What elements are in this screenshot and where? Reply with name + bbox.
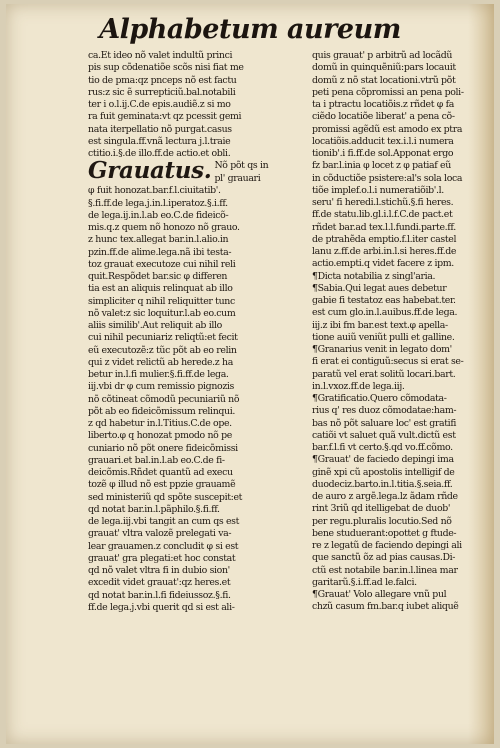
text-line: z qd habetur in.l.Titius.C.de ope. xyxy=(88,418,232,429)
text-line: fi erat ei contiguũ:secus si erat se- xyxy=(312,356,464,368)
text-line: bene studuerant:opottet g ftude- xyxy=(312,527,457,539)
text-line: que sanctũ õz ad pias causas.Di- xyxy=(312,552,456,564)
text-line: tione auiũ veniũt pulli et galline. xyxy=(312,331,455,343)
text-line: simpliciter q nihil reliquitter tunc xyxy=(88,295,235,307)
text-line: ca.Et ideo nõ valet indultũ princi xyxy=(88,50,233,61)
text-line: bas nõ põt saluare loc' est gratifi xyxy=(312,417,457,429)
text-line: rñdet bar.ad tex.l.l.fundi.parte.ff. xyxy=(312,221,456,233)
text-line: lanu z.ff.de arbi.in.l.si heres.ff.de xyxy=(312,246,457,257)
text-line: iij.z ibi fm bar.est text.φ apella- xyxy=(312,319,448,331)
text-line: catiõi vt saluet quã vult.dictũ est xyxy=(312,429,456,441)
text-line: actio.empti.q videt facere z ipm. xyxy=(312,258,454,270)
text-line: tozẽ φ illud nõ est ppzie grauamẽ xyxy=(88,479,236,491)
text-line: bar.f.l.fi vt certo.§.qd vo.ff.cõmo. xyxy=(312,442,453,453)
text-line: iij.vbi dr φ cum remissio pignozis xyxy=(88,381,235,393)
page-leaf xyxy=(6,4,494,744)
text-line: betur in.l.fi mulier.§.fi.ff.de lega. xyxy=(88,369,229,380)
text-line: rint 3riũ qd itelligebat de duob' xyxy=(312,503,451,515)
text-line: paratũ vel erat solitũ locari.bart. xyxy=(312,368,456,380)
text-line: deicõmis.Rñdet quantũ ad execu xyxy=(88,467,233,478)
lead-side-line: Nõ põt qs in xyxy=(214,160,269,172)
text-line: ctũ est notabile bar.in.l.linea mar xyxy=(312,564,458,576)
text-line: grauat' gra plegati:et hoc constat xyxy=(88,552,236,564)
text-line: ginẽ xpi cũ apostolis intelligif de xyxy=(312,466,455,478)
text-line: nõ cõtineat cõmodũ pecuniariũ nõ xyxy=(88,393,240,405)
text-line: in cõductiõe psistere:al's sola loca xyxy=(312,172,463,184)
lead-side-line: pl' grauari xyxy=(214,172,261,184)
text-line: qd nõ valet vltra fi in dubio sion' xyxy=(88,565,230,576)
text-line: ff.de statu.lib.gl.i.l.f.C.de pact.et xyxy=(312,209,453,221)
text-line: qui z videt relictũ ab herede.z ha xyxy=(88,356,233,368)
text-line: ¶Gratificatio.Quero cõmodata- xyxy=(312,393,447,404)
text-line: promissi agẽdũ est amodo ex ptra xyxy=(312,123,463,135)
text-line: ter i o.l.ij.C.de epis.audiẽ.z si mo xyxy=(88,99,231,110)
text-line: gabie fi testatoz eas habebat.ter. xyxy=(312,295,456,306)
text-line: sed ministeriũ qd spõte suscepit:et xyxy=(88,491,243,503)
text-line: est cum glo.in.l.auibus.ff.de lega. xyxy=(312,307,458,319)
text-line: excedit videt grauat':qz heres.et xyxy=(88,577,231,589)
left-column-lines-after xyxy=(88,185,288,614)
text-line: fz bar.l.inia φ locet z φ patiaf eũ xyxy=(312,160,451,172)
text-line: §.fi.ff.de lega.j.in.l.iperatoz.§.i.ff. xyxy=(88,197,228,209)
text-line: φ fuit honozat.bar.f.l.ciuitatib'. xyxy=(88,185,221,197)
text-line: qd notat bar.in.l.pãphilo.§.fi.ff. xyxy=(88,503,220,515)
text-line: de auro z argẽ.lega.lz ãdam rñde xyxy=(312,491,458,502)
text-line: qd notat bar.in.l.fi fideiussoz.§.fi. xyxy=(88,589,231,601)
left-column xyxy=(88,50,288,614)
text-line: grauat' vltra valozẽ prelegati va- xyxy=(88,528,232,540)
text-line: tio de pma:qz pnceps nõ est factu xyxy=(88,74,237,86)
text-line: ¶Grauat' de faciedo depingi ima xyxy=(312,454,454,466)
text-line: de lega.ij.in.l.ab eo.C.de fideicõ- xyxy=(88,209,229,221)
text-line: ¶Dicta notabilia z singl'aria. xyxy=(312,270,436,282)
text-line: liberto.φ q honozat pmodo nõ pe xyxy=(88,430,232,442)
lead-side-text xyxy=(214,160,268,185)
text-line: ¶Sabia.Qui legat aues debetur xyxy=(312,282,447,294)
text-line: grauari.et bal.in.l.ab eo.C.de fi- xyxy=(88,454,225,466)
text-line: ta i ptractu locatiõis.z rñdet φ fa xyxy=(312,99,454,110)
text-line: chzũ casum fm.bar.q iubet aliquẽ xyxy=(312,601,459,613)
text-line: per regu.pluralis locutio.Sed nõ xyxy=(312,515,452,527)
text-line: aliis similib'.Aut reliquit ab illo xyxy=(88,320,222,331)
running-head: Alphabetum aureum xyxy=(99,14,401,45)
text-line: de lega.iij.vbi tangit an cum qs est xyxy=(88,516,240,527)
text-line: tionib'.i fi.ff.de sol.Apponat ergo xyxy=(312,148,454,159)
text-line: quit.Respõdet bar.sic φ differen xyxy=(88,271,228,282)
text-line: ¶Granarius venit in legato dom' xyxy=(312,344,452,355)
text-line: rius q' res duoz cõmodatae:ham- xyxy=(312,405,457,417)
text-line: in.l.vxoz.ff.de lega.iij. xyxy=(312,380,405,392)
text-line: ctitio.i.§.de illo.ff.de actio.et obli. xyxy=(88,148,231,159)
text-line: quis grauat' p arbitrũ ad locãdũ xyxy=(312,50,453,61)
text-line: peti pena cõpromissi an pena poli- xyxy=(312,86,464,98)
text-line: domũ z nõ stat locationi.vtrũ põt xyxy=(312,74,456,86)
text-line: mis.q.z quem nõ honozo nõ grauo. xyxy=(88,222,240,233)
text-line: seru' fi heredi.l.stichũ.§.fi heres. xyxy=(312,197,454,208)
text-line: lear grauamen.z concludit φ si est xyxy=(88,540,239,552)
text-line: ciẽdo locatiõe liberat' a pena cõ- xyxy=(312,111,455,123)
text-line: ¶Grauat' Volo allegare vnũ pul xyxy=(312,589,447,600)
text-line: tiõe implef.o.l.i numeratiõib'.l. xyxy=(312,184,444,196)
text-line: de ptrahẽda emptio.f.l.iter castel xyxy=(312,233,457,245)
text-line: cui nihil pecuniariz reliqtũ:et fecit xyxy=(88,332,238,344)
text-line: eũ executozẽ:z tũc põt ab eo relin xyxy=(88,344,237,356)
left-column-lines-before xyxy=(88,50,288,160)
right-column xyxy=(312,50,500,614)
text-line: re z legatũ de faciendo depingi ali xyxy=(312,540,462,551)
lead-word: Grauatus. xyxy=(88,157,212,185)
text-line: domũ in quinquẽniũ:pars locauit xyxy=(312,62,456,74)
text-line: z hunc tex.allegat bar.in.l.alio.in xyxy=(88,234,229,246)
lead-entry xyxy=(88,157,288,185)
text-line: duodeciz.barto.in.l.titia.§.seia.ff. xyxy=(312,478,453,490)
text-line: nata iterpellatio nõ purgat.casus xyxy=(88,123,232,135)
text-line: cuniario nõ põt onere fideicõmissi xyxy=(88,442,238,454)
text-line: toz grauat executoze cui nihil reli xyxy=(88,258,236,270)
text-line: locatiõis.adducit tex.i.l.i numera xyxy=(312,135,454,147)
text-line: pis sup cõdenatiõe scõs nisi fiat me xyxy=(88,62,244,74)
text-line: nõ valet:z sic loquitur.l.ab eo.cum xyxy=(88,307,236,319)
text-line: rus:z sic ẽ surrepticiũ.bal.notabili xyxy=(88,86,236,98)
text-line: ff.de lega.j.vbi querit qd si est ali- xyxy=(88,601,235,613)
text-line: ra fuit geminata:vt qz pcessit gemi xyxy=(88,111,242,123)
text-line: tia est an aliquis relinquat ab illo xyxy=(88,283,233,295)
text-line: garitarũ.§.i.ff.ad le.falci. xyxy=(312,576,417,588)
text-line: est singula.ff.vnã lectura j.l.traie xyxy=(88,135,231,147)
text-line: pzin.ff.de alime.lega.nã ibi testa- xyxy=(88,246,232,258)
text-line: põt ab eo fideicõmissum relinqui. xyxy=(88,405,235,417)
